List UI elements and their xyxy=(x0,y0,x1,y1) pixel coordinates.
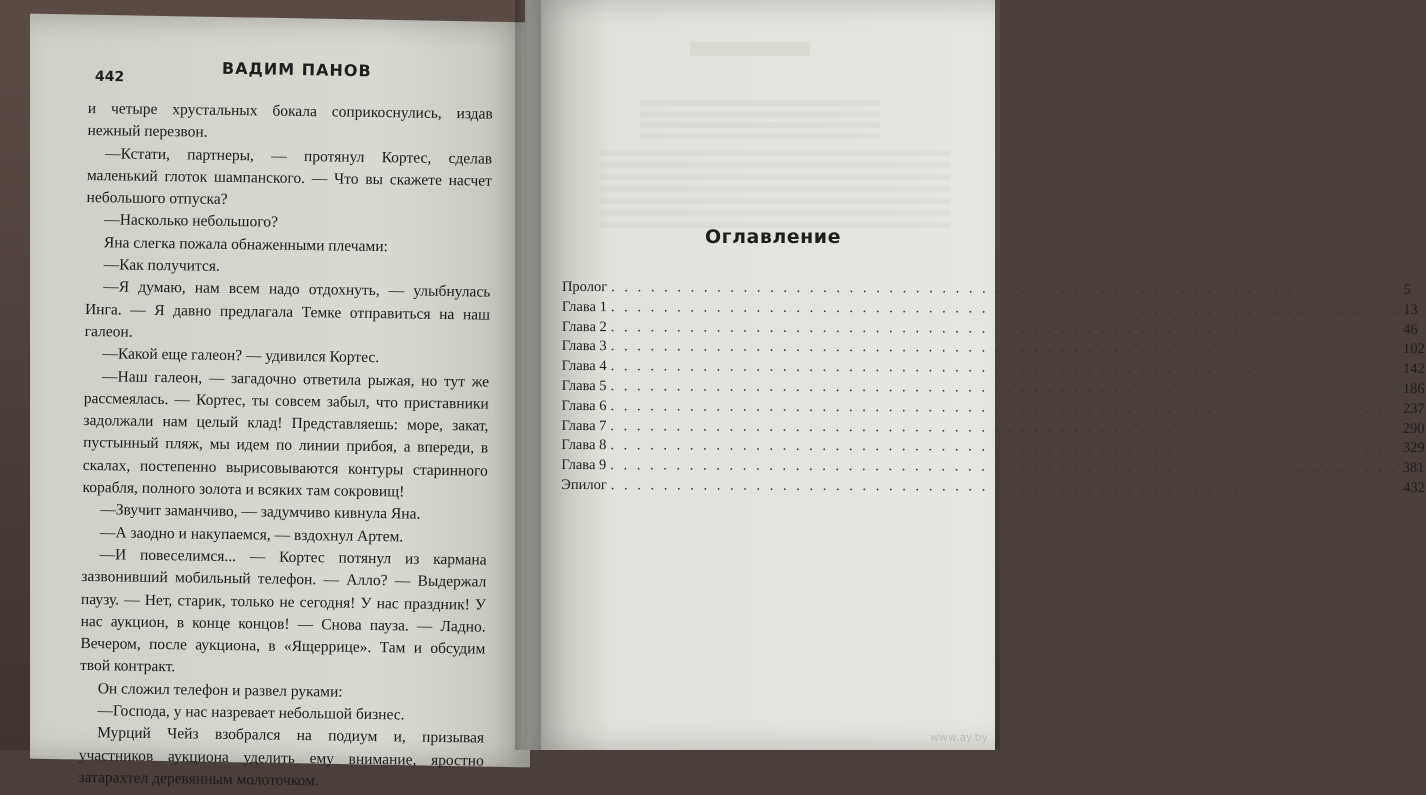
toc-entry-label: Пролог xyxy=(561,279,608,296)
toc-leader-dots: . . . . . . . . . . . . . . . . . . . . . . . . . . . . . . . . . . . . . . . . . . . . . . . . . . . . . . . . . . . . xyxy=(610,397,1399,417)
paragraph: —Насколько небольшого? xyxy=(104,211,279,232)
toc-entry xyxy=(561,318,1418,340)
toc-entry-label: Глава 7 xyxy=(561,417,607,434)
paragraph: —И повеселимся... — Кортес потянул из кармана зазвонивший мобильный телефон. — Алло? — Выдержал паузу. — Нет, старик, только не сегодня! У нас праздник! У нас аукцион, в конце концов! — Снова пауза. — Ладно. Вечером, после аукциона, в «Ящеррице». Там и обсудим твой контракт. xyxy=(79,546,487,676)
show-through-text xyxy=(640,100,880,140)
toc-entry-page: 329 xyxy=(1402,440,1425,457)
toc-entry-page: 186 xyxy=(1402,380,1425,397)
paragraph: Он сложил телефон и развел руками: xyxy=(97,679,343,701)
toc-leader-dots: . . . . . . . . . . . . . . . . . . . . . . . . . . . . . . . . . . . . . . . . . . . . . . . . . . . . . . . . . . . . xyxy=(610,298,1400,318)
paragraph: —Я думаю, нам всем надо отдохнуть, — улыбнулась Инга. — Я давно предлагала Темке отправиться на наш галеон. xyxy=(84,278,491,341)
book-gutter xyxy=(515,0,541,750)
watermark: www.ay.by xyxy=(929,731,988,744)
toc-entry xyxy=(561,298,1418,320)
toc-entry-label: Глава 9 xyxy=(561,457,607,474)
toc-entry xyxy=(561,358,1425,379)
table-of-contents xyxy=(561,279,1425,498)
paragraph: Мурций Чейз взобрался на подиум и, призывая участников аукциона уделить ему внимание, яростно затарахтел деревянным молоточком. xyxy=(78,724,485,790)
toc-title: Оглавление xyxy=(705,226,841,248)
toc-entry-label: Глава 3 xyxy=(561,338,607,355)
toc-entry xyxy=(561,476,1425,498)
toc-leader-dots: . . . . . . . . . . . . . . . . . . . . . . . . . . . . . . . . . . . . . . . . . . . . . . . . . . . . . . . . . . . . xyxy=(610,457,1399,477)
paragraph: —Как получится. xyxy=(103,256,220,275)
toc-entry-page: 432 xyxy=(1403,479,1425,496)
toc-leader-dots: . . . . . . . . . . . . . . . . . . . . . . . . . . . . . . . . . . . . . . . . . . . . . . . . . . . . . . . . . . . . xyxy=(610,318,1400,338)
toc-entry-page: 237 xyxy=(1402,400,1425,417)
paragraph: —А заодно и накупаемся, — вздохнул Артем. xyxy=(99,523,404,546)
toc-entry-label: Эпилог xyxy=(561,476,607,494)
toc-leader-dots: . . . . . . . . . . . . . . . . . . . . . . . . . . . . . . . . . . . . . . . . . . . . . . . . . . . . . . . . . . . . xyxy=(610,338,1400,358)
toc-entry xyxy=(561,397,1425,419)
toc-leader-dots: . . . . . . . . . . . . . . . . . . . . . . . . . . . . . . . . . . . . . . . . . . . . . . . . . . . . . . . . . . . . xyxy=(610,358,1400,378)
toc-leader-dots: . . . . . . . . . . . . . . . . . . . . . . . . . . . . . . . . . . . . . . . . . . . . . . . . . . . . . . . . . . . . xyxy=(610,378,1399,397)
toc-entry xyxy=(561,457,1425,478)
toc-entry xyxy=(561,377,1425,399)
show-through-text xyxy=(600,150,950,230)
toc-leader-dots: . . . . . . . . . . . . . . . . . . . . . . . . . . . . . . . . . . . . . . . . . . . . . . . . . . . . . . . . . . . . xyxy=(610,417,1399,437)
paragraph: —Наш галеон, — загадочно ответила рыжая, но тут же рассмеялась. — Кортес, ты совсем забыл, что приставники задолжали нам целый клад! Представляешь: море, закат, пустынный пляж, мы идем по линии прибоя, а впереди, в скалах, постепенно вырисовываются контуры старинного корабля, полного золота и всяких там сокровищ! xyxy=(82,367,490,501)
toc-leader-dots: . . . . . . . . . . . . . . . . . . . . . . . . . . . . . . . . . . . . . . . . . . . . . . . . . . . . . . . . . . . . xyxy=(610,477,1400,496)
paragraph: —Какой еще галеон? — удивился Кортес. xyxy=(102,345,380,367)
toc-entry-page: 102 xyxy=(1403,341,1425,358)
toc-leader-dots: . . . . . . . . . . . . . . . . . . . . . . . . . . . . . . . . . . . . . . . . . . . . . . . . . . . . . . . . . . . . xyxy=(610,437,1399,457)
toc-entry-label: Глава 5 xyxy=(561,377,607,395)
toc-entry xyxy=(561,279,1411,300)
toc-entry-page: 13 xyxy=(1403,301,1418,318)
page-number: 442 xyxy=(94,68,125,86)
toc-entry-label: Глава 6 xyxy=(561,397,607,414)
show-through-text xyxy=(690,42,810,56)
toc-leader-dots: . . . . . . . . . . . . . . . . . . . . . . . . . . . . . . . . . . . . . . . . . . . . . . . . . . . . . . . . . . . . xyxy=(611,279,1400,298)
running-header-author: ВАДИМ ПАНОВ xyxy=(221,58,372,81)
paragraph: —Господа, у нас назревает небольшой бизнес. xyxy=(97,702,405,724)
toc-entry-label: Глава 2 xyxy=(561,318,607,335)
toc-entry-page: 46 xyxy=(1403,321,1418,338)
toc-entry-label: Глава 4 xyxy=(561,358,607,375)
paragraph: Яна слегка пожала обнаженными плечами: xyxy=(103,234,389,255)
toc-entry-page: 5 xyxy=(1403,281,1411,298)
toc-entry-page: 142 xyxy=(1402,361,1425,378)
toc-entry xyxy=(561,338,1425,359)
toc-entry-page: 290 xyxy=(1402,420,1425,437)
paragraph: и четыре хрустальных бокала соприкоснулись, издав нежный перезвон. xyxy=(87,99,493,141)
toc-entry xyxy=(561,417,1425,439)
toc-entry-label: Глава 1 xyxy=(561,298,607,315)
toc-entry-page: 381 xyxy=(1402,460,1425,477)
body-text xyxy=(78,98,493,795)
paragraph: —Кстати, партнеры, — протянул Кортес, сделав маленький глоток шампанского. — Что вы скажете насчет небольшого отпуска? xyxy=(86,144,493,209)
toc-entry xyxy=(561,437,1425,458)
toc-entry-label: Глава 8 xyxy=(561,437,607,454)
paragraph: —Звучит заманчиво, — задумчиво кивнула Яна. xyxy=(100,501,421,524)
